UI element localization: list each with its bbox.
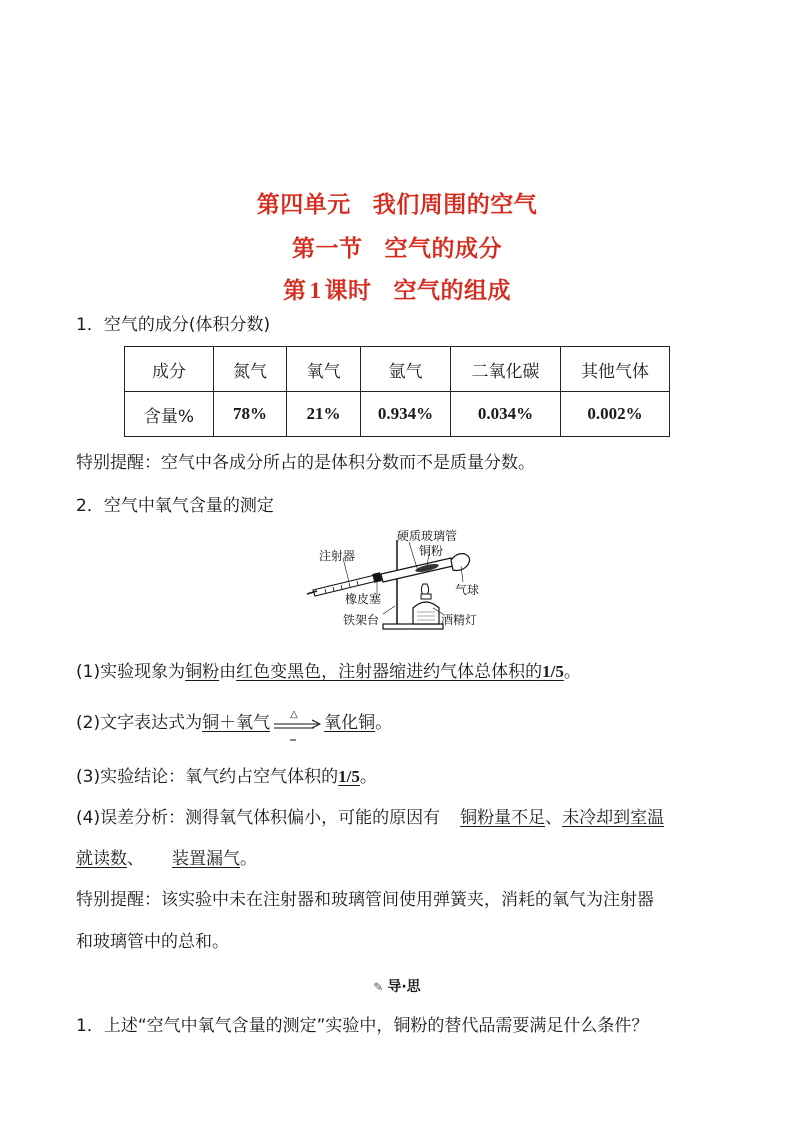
item1-heading: 1．空气的成分(体积分数) xyxy=(76,315,271,335)
table-header-cell: 氧气 xyxy=(287,347,361,392)
item2-error-analysis: (4)误差分析：测得氧气体积偏小，可能的原因有 铜粉量不足、未冷却到室温 xyxy=(76,808,665,828)
item2-heading: 2．空气中氧气含量的测定 xyxy=(76,496,274,516)
label-syringe: 注射器 xyxy=(319,549,356,563)
apparatus-figure xyxy=(305,528,495,633)
table-header-cell: 二氧化碳 xyxy=(451,347,561,392)
air-composition-table xyxy=(124,346,670,437)
table-cell: 0.034% xyxy=(451,392,561,437)
table-cell: 0.934% xyxy=(361,392,451,437)
table-cell: 21% xyxy=(287,392,361,437)
answer-blank: 红色变黑色，注射器缩进约气体总体积的1/5 xyxy=(236,662,564,682)
table-header-cell: 氮气 xyxy=(214,347,287,392)
unit-number: 第四单元 xyxy=(256,192,351,218)
table-cell: 78% xyxy=(214,392,287,437)
unit-name: 我们周围的空气 xyxy=(372,192,538,218)
answer-blank: 1/5 xyxy=(338,767,360,786)
table-row-label: 含量% xyxy=(125,392,214,437)
answer-blank: 就读数 xyxy=(76,849,127,869)
guide-think-label: ✎ 导·思 xyxy=(373,979,421,995)
lesson-title xyxy=(0,272,794,305)
table-row xyxy=(125,392,670,437)
guide-question-1: 1．上述“空气中氧气含量的测定”实验中，铜粉的替代品需要满足什么条件？ xyxy=(76,1016,649,1036)
section-number: 第一节 xyxy=(292,236,363,262)
label-copper-powder: 铜粉 xyxy=(419,544,444,558)
unit-title xyxy=(0,186,794,219)
lesson-name: 空气的组成 xyxy=(393,278,511,304)
section-title xyxy=(0,230,794,263)
item2-phenomenon: (1)实验现象为铜粉由红色变黑色，注射器缩进约气体总体积的1/5。 xyxy=(76,662,581,682)
answer-blank: 氧化铜 xyxy=(324,713,376,733)
balloon xyxy=(451,554,470,571)
item2-error-analysis-cont: 就读数、 装置漏气。 xyxy=(76,849,257,869)
answer-blank: 铜粉量不足 xyxy=(460,808,546,828)
delta-symbol: △ xyxy=(290,709,298,720)
alcohol-lamp xyxy=(413,584,439,624)
answer-blank: 铜粉 xyxy=(185,662,220,682)
table-header-cell: 其他气体 xyxy=(561,347,670,392)
table-cell: 0.002% xyxy=(561,392,670,437)
item2-conclusion: (3)实验结论：氧气约占空气体积的1/5。 xyxy=(76,767,377,787)
table-header-cell: 成分 xyxy=(125,347,214,392)
table-header-cell: 氩气 xyxy=(361,347,451,392)
answer-blank: 未冷却到室温 xyxy=(562,808,665,828)
table-row xyxy=(125,347,670,392)
item2-tip-line1: 特别提醒：该实验中未在注射器和玻璃管间使用弹簧夹，消耗的氧气为注射器 xyxy=(76,890,654,910)
lesson-number: 第 1 课时 xyxy=(283,278,372,304)
pencil-icon: ✎ xyxy=(373,980,384,994)
section-name: 空气的成分 xyxy=(384,236,502,262)
answer-blank: 装置漏气 xyxy=(172,849,240,869)
item2-word-equation: (2)文字表达式为铜＋氧气 △ 氧化铜。 xyxy=(76,711,392,735)
label-alcohol-lamp: 酒精灯 xyxy=(441,613,478,627)
item2-tip-line2: 和玻璃管中的总和。 xyxy=(76,932,229,952)
answer-blank: 铜＋氧气 xyxy=(202,713,271,733)
label-iron-stand: 铁架台 xyxy=(343,613,380,627)
label-glass-tube: 硬质玻璃管 xyxy=(397,529,458,543)
label-rubber-stopper: 橡皮塞 xyxy=(345,592,382,606)
item1-tip: 特别提醒：空气中各成分所占的是体积分数而不是质量分数。 xyxy=(76,453,535,473)
label-balloon: 气球 xyxy=(455,583,480,597)
heating-arrow xyxy=(270,711,324,735)
glass-tube xyxy=(381,558,453,582)
